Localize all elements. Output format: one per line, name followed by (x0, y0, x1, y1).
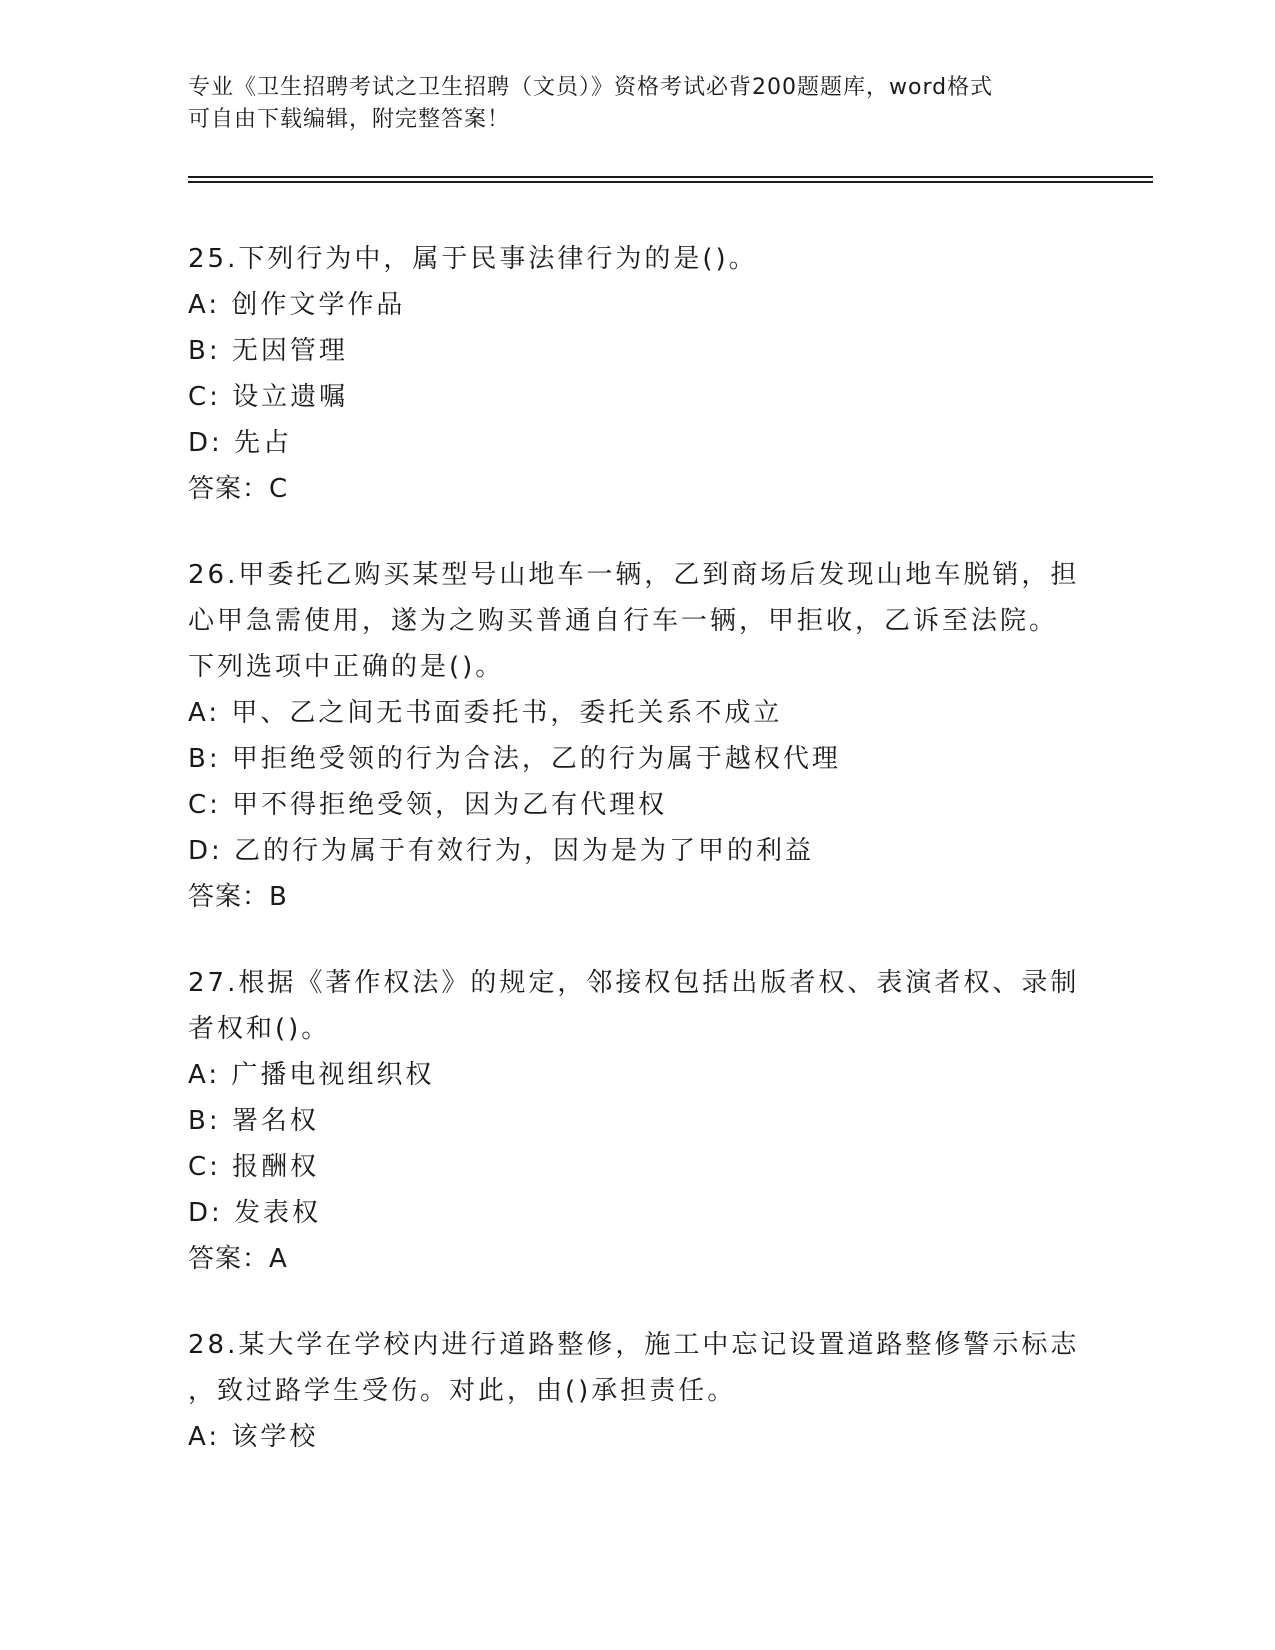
header-rule-bottom (188, 181, 1153, 183)
option-c: C: 甲不得拒绝受领，因为乙有代理权 (188, 790, 668, 820)
question-stem-line: 26.甲委托乙购买某型号山地车一辆，乙到商场后发现山地车脱销，担 (188, 560, 1080, 590)
option-b: B: 甲拒绝受领的行为合法，乙的行为属于越权代理 (188, 744, 841, 774)
header-title-line-1: 专业《卫生招聘考试之卫生招聘（文员）》资格考试必背200题题库，word格式 (188, 75, 994, 100)
option-a: A: 创作文学作品 (188, 290, 406, 320)
question-26 (188, 552, 1088, 920)
option-d: D: 乙的行为属于有效行为，因为是为了甲的利益 (188, 836, 815, 866)
header-rule-top (188, 176, 1153, 178)
question-stem-line: 28.某大学在学校内进行道路整修，施工中忘记设置道路整修警示标志 (188, 1330, 1080, 1360)
option-d: D: 发表权 (188, 1198, 322, 1228)
question-stem (188, 960, 1088, 1052)
question-stem-line: 25.下列行为中，属于民事法律行为的是()。 (188, 244, 758, 274)
question-stem-line: ，致过路学生受伤。对此，由()承担责任。 (188, 1376, 737, 1406)
question-stem (188, 1322, 1088, 1414)
question-28 (188, 1322, 1088, 1460)
option-b: B: 无因管理 (188, 336, 348, 366)
question-stem (188, 236, 1088, 282)
document-header (188, 72, 1088, 136)
question-stem-line: 者权和()。 (188, 1014, 331, 1044)
answer-line: 答案：C (188, 474, 289, 504)
option-c: C: 设立遗嘱 (188, 382, 349, 412)
option-d: D: 先占 (188, 428, 293, 458)
answer-line: 答案：B (188, 882, 288, 912)
question-list (188, 236, 1088, 1500)
header-title-line-2: 可自由下载编辑，附完整答案！ (188, 107, 511, 132)
question-stem-line: 心甲急需使用，遂为之购买普通自行车一辆，甲拒收，乙诉至法院。 (188, 606, 1059, 636)
answer-line: 答案：A (188, 1244, 288, 1274)
option-a: A: 该学校 (188, 1422, 319, 1452)
option-c: C: 报酬权 (188, 1152, 320, 1182)
option-b: B: 署名权 (188, 1106, 319, 1136)
question-stem-line: 下列选项中正确的是()。 (188, 652, 505, 682)
question-25 (188, 236, 1088, 512)
question-stem (188, 552, 1088, 690)
question-27 (188, 960, 1088, 1282)
option-a: A: 甲、乙之间无书面委托书，委托关系不成立 (188, 698, 783, 728)
option-a: A: 广播电视组织权 (188, 1060, 435, 1090)
question-stem-line: 27.根据《著作权法》的规定，邻接权包括出版者权、表演者权、录制 (188, 968, 1080, 998)
